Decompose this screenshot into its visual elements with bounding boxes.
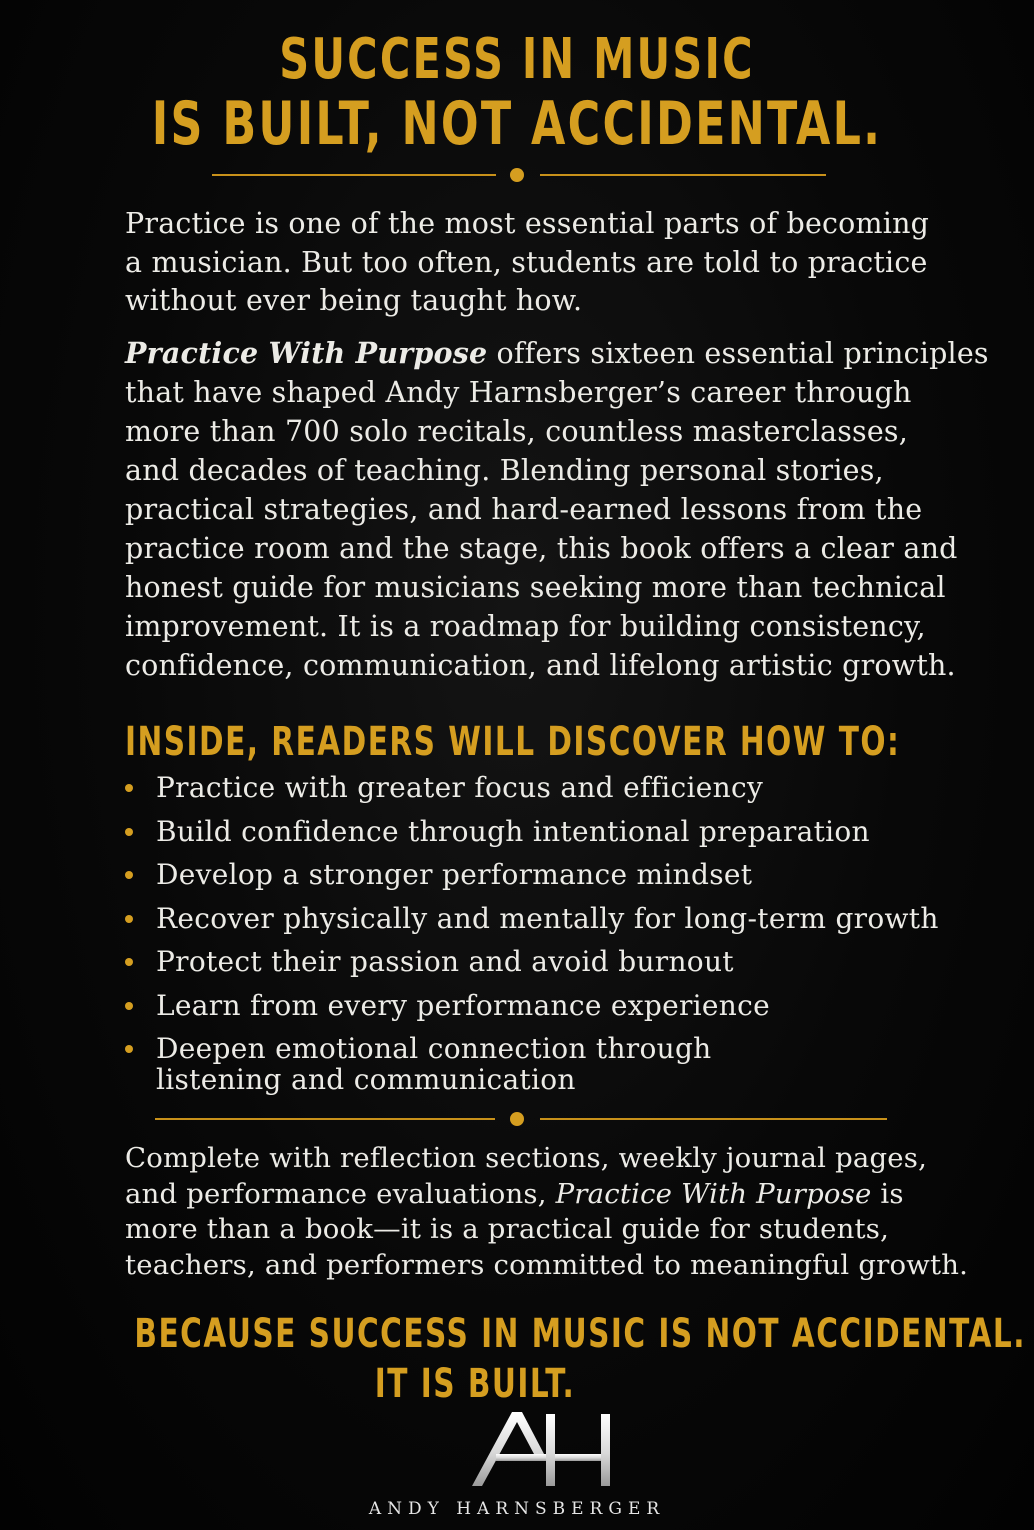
complete-line: Complete with reflection sections, weekly journal pages, <box>125 1142 928 1174</box>
description-line: honest guide for musicians seeking more than technical <box>125 571 946 604</box>
top-divider <box>212 168 826 182</box>
list-item <box>125 816 939 860</box>
list-item <box>125 903 939 947</box>
complete-line-part: and performance evaluations, <box>125 1177 556 1210</box>
intro-line: Practice is one of the most essential parts of becoming <box>125 207 930 240</box>
bullet-dot-icon <box>125 1045 133 1053</box>
headline-line-1: SUCCESS IN MUSIC <box>279 27 755 92</box>
list-item-text: Develop a stronger performance mindset <box>156 858 753 891</box>
discover-list <box>125 772 939 1095</box>
divider-dot-icon <box>510 1112 524 1126</box>
list-item-text: Protect their passion and avoid burnout <box>156 945 734 978</box>
intro-paragraph <box>125 205 929 321</box>
description-line: practical strategies, and hard-earned lessons from the <box>125 493 923 526</box>
book-title: Practice With Purpose <box>125 336 488 370</box>
closing-line-1: BECAUSE SUCCESS IN MUSIC IS NOT ACCIDENTAL. <box>134 1311 1026 1357</box>
complete-paragraph <box>125 1141 968 1283</box>
list-item-text: Build confidence through intentional preparation <box>156 814 870 848</box>
intro-line: a musician. But too often, students are told to practice <box>125 245 928 279</box>
list-item-text: Learn from every performance experience <box>156 988 770 1022</box>
list-item-text-continued: listening and communication <box>156 1063 576 1096</box>
discover-heading: INSIDE, READERS WILL DISCOVER HOW TO: <box>125 719 901 765</box>
bullet-dot-icon <box>125 784 133 792</box>
list-item <box>125 859 939 903</box>
bullet-dot-icon <box>125 958 133 966</box>
list-item-text: Practice with greater focus and efficiency <box>156 771 764 804</box>
list-item <box>125 772 939 816</box>
description-line: that have shaped Andy Harnsberger’s career through <box>125 376 912 409</box>
list-item-text: Recover physically and mentally for long-term growth <box>156 901 939 935</box>
author-name: ANDY HARNSBERGER <box>368 1499 666 1519</box>
description-line: confidence, communication, and lifelong artistic growth. <box>125 649 956 682</box>
ah-monogram-logo <box>468 1410 618 1490</box>
closing-line-2: IT IS BUILT. <box>374 1361 576 1407</box>
list-item <box>125 1033 939 1095</box>
complete-line: teachers, and performers committed to meaningful growth. <box>125 1248 969 1281</box>
bullet-dot-icon <box>125 828 133 836</box>
description-line <box>125 334 989 373</box>
description-line: more than 700 solo recitals, countless masterclasses, <box>125 415 909 448</box>
list-item <box>125 990 939 1034</box>
complete-line: more than a book—it is a practical guide for students, <box>125 1213 890 1245</box>
headline-line-2: IS BUILT, NOT ACCIDENTAL. <box>151 89 883 159</box>
bullet-dot-icon <box>125 1002 133 1010</box>
complete-line-part: is <box>871 1177 904 1210</box>
list-item <box>125 946 939 990</box>
description-paragraph <box>125 334 989 685</box>
complete-line <box>125 1177 968 1213</box>
description-line: and decades of teaching. Blending personal stories, <box>125 454 884 487</box>
bullet-dot-icon <box>125 915 133 923</box>
book-title-inline: Practice With Purpose <box>555 1177 872 1210</box>
description-line: practice room and the stage, this book offers a clear and <box>125 532 958 565</box>
description-line: improvement. It is a roadmap for building consistency, <box>125 610 926 643</box>
divider-dot-icon <box>510 168 524 182</box>
bullet-dot-icon <box>125 871 133 879</box>
list-item-text: Deepen emotional connection through <box>156 1032 712 1065</box>
description-line-rest: offers sixteen essential principles <box>487 337 989 370</box>
middle-divider <box>155 1112 887 1126</box>
intro-line: without ever being taught how. <box>125 284 583 317</box>
